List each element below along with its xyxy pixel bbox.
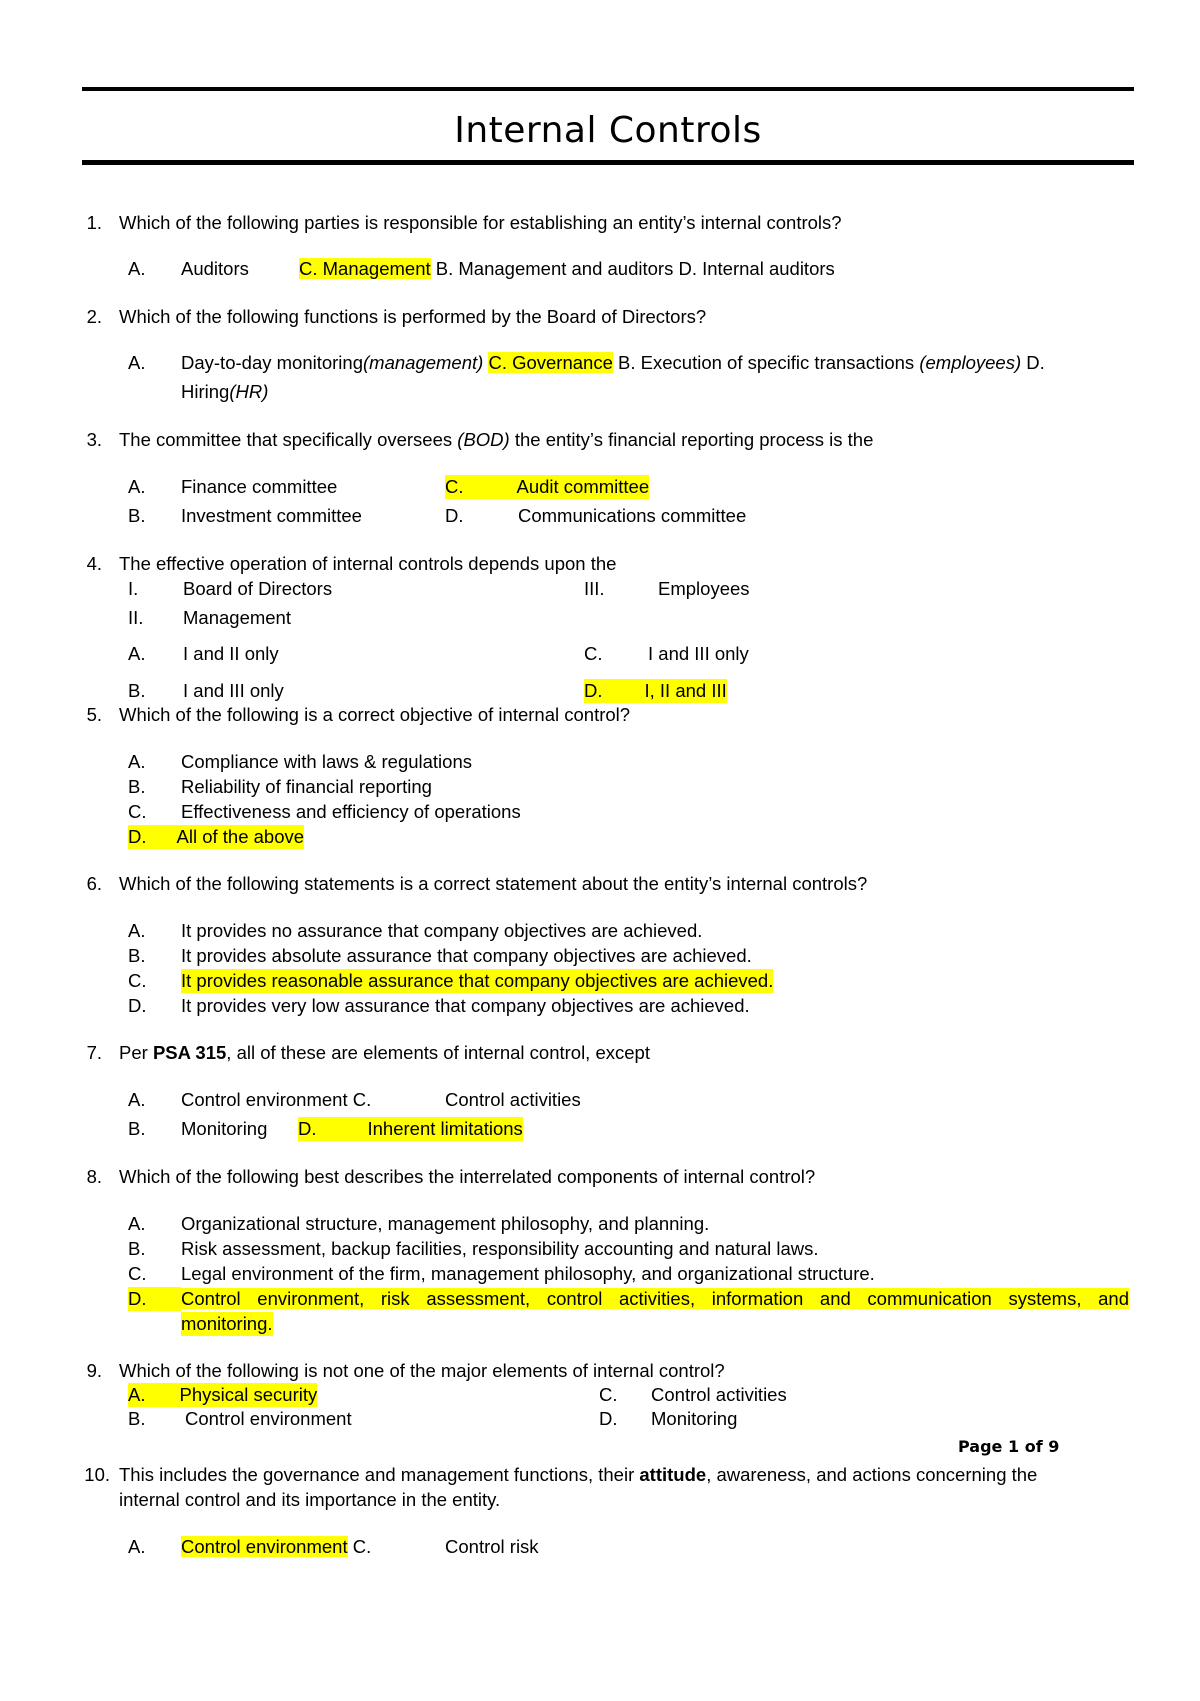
q3-a-letter: A. xyxy=(128,476,146,497)
q7-text-pre: Per xyxy=(119,1042,153,1063)
q2-b-text: B. Execution of specific transactions xyxy=(612,352,920,373)
q6-c-answer: It provides reasonable assurance that company objectives are achieved. xyxy=(181,970,774,991)
page-number xyxy=(958,1437,1059,1456)
q5-a-text: Compliance with laws & regulations xyxy=(181,751,472,772)
q4-iii-num: III. xyxy=(584,578,605,599)
page-of: of xyxy=(1024,1437,1043,1456)
q8-b-text: Risk assessment, backup facilities, responsibility accounting and natural laws. xyxy=(181,1238,819,1259)
q10-text-bold: attitude xyxy=(639,1464,707,1485)
q2-a-paren: (management) xyxy=(363,352,484,373)
page-current: 1 xyxy=(1007,1437,1020,1456)
q8-d-line1-text: Control environment, risk assessment, control activities, information and communication systems, and xyxy=(181,1288,1129,1309)
q4-c-letter: C. xyxy=(584,643,603,664)
q9-b-text: Control environment xyxy=(185,1408,352,1429)
q6-d-letter: D. xyxy=(128,995,147,1016)
q4-ii-num: II. xyxy=(128,607,144,628)
q1-a-letter: A. xyxy=(128,258,146,279)
q1-number: 1. xyxy=(86,212,102,233)
q8-d-letter: D. xyxy=(128,1287,181,1311)
q5-d-letter: D. xyxy=(128,826,147,847)
q5-number: 5. xyxy=(86,704,102,725)
q10-a-letter: A. xyxy=(128,1536,146,1557)
q8-b-letter: B. xyxy=(128,1238,146,1259)
q5-d-text: All of the above xyxy=(176,826,305,847)
q7-d-text: Inherent limitations xyxy=(367,1118,523,1139)
q5-a-letter: A. xyxy=(128,751,146,772)
q4-d-answer xyxy=(584,679,727,703)
q3-c-letter: C. xyxy=(445,476,464,497)
q6-b-text: It provides absolute assurance that company objectives are achieved. xyxy=(181,945,752,966)
q10-text xyxy=(119,1463,1037,1487)
q6-c-letter: C. xyxy=(128,970,147,991)
q4-d-letter: D. xyxy=(584,680,603,701)
q7-a-text: Control environment C. xyxy=(181,1089,372,1110)
top-rule xyxy=(82,87,1134,91)
q7-text xyxy=(119,1041,650,1065)
q7-d-letter: D. xyxy=(298,1118,317,1139)
q10-c-letter: C. xyxy=(347,1536,372,1557)
q2-d-text: D. xyxy=(1021,352,1045,373)
q8-a-text: Organizational structure, management philosophy, and planning. xyxy=(181,1213,710,1234)
q4-a-letter: A. xyxy=(128,643,146,664)
q4-number: 4. xyxy=(86,553,102,574)
page-title: Internal Controls xyxy=(454,110,762,151)
q10-text-line2: internal control and its importance in the entity. xyxy=(119,1489,501,1510)
q2-number: 2. xyxy=(86,306,102,327)
q7-a-letter: A. xyxy=(128,1089,146,1110)
q4-i-text: Board of Directors xyxy=(183,578,333,599)
q9-c-letter: C. xyxy=(599,1384,618,1405)
q5-b-text: Reliability of financial reporting xyxy=(181,776,432,797)
q5-c-letter: C. xyxy=(128,801,147,822)
q4-iii-text: Employees xyxy=(658,578,750,599)
q9-number: 9. xyxy=(86,1360,102,1381)
q10-a-line xyxy=(181,1535,371,1559)
q9-a-letter: A. xyxy=(128,1384,146,1405)
q9-b-letter: B. xyxy=(128,1408,146,1429)
q6-text: Which of the following statements is a correct statement about the entity’s internal controls? xyxy=(119,873,868,894)
q7-b-text: Monitoring xyxy=(181,1118,268,1139)
q5-b-letter: B. xyxy=(128,776,146,797)
q3-d-text: Communications committee xyxy=(518,505,747,526)
q7-d-answer xyxy=(298,1117,523,1141)
q4-text: The effective operation of internal controls depends upon the xyxy=(119,553,617,574)
q8-c-letter: C. xyxy=(128,1263,147,1284)
q6-d-text: It provides very low assurance that company objectives are achieved. xyxy=(181,995,750,1016)
q2-a-letter: A. xyxy=(128,352,146,373)
q4-b-text: I and III only xyxy=(183,680,284,701)
q9-a-text: Physical security xyxy=(179,1384,318,1405)
q4-d-text: I, II and III xyxy=(644,680,727,701)
q3-b-text: Investment committee xyxy=(181,505,362,526)
q8-d-line1 xyxy=(181,1287,1129,1311)
q1-answer-line xyxy=(299,257,835,281)
q7-number: 7. xyxy=(86,1042,102,1063)
q5-d-answer xyxy=(128,825,304,849)
q6-a-text: It provides no assurance that company objectives are achieved. xyxy=(181,920,703,941)
q9-d-letter: D. xyxy=(599,1408,618,1429)
q6-b-letter: B. xyxy=(128,945,146,966)
q10-number: 10. xyxy=(84,1464,110,1485)
q8-d-line2: monitoring. xyxy=(181,1313,273,1334)
q8-c-text: Legal environment of the firm, management philosophy, and organizational structure. xyxy=(181,1263,875,1284)
q3-text xyxy=(119,428,873,452)
q2-option-line2 xyxy=(181,380,268,404)
q6-number: 6. xyxy=(86,873,102,894)
q5-c-text: Effectiveness and efficiency of operations xyxy=(181,801,521,822)
q4-c-text: I and III only xyxy=(648,643,749,664)
q5-text: Which of the following is a correct objective of internal control? xyxy=(119,704,631,725)
q6-a-letter: A. xyxy=(128,920,146,941)
q4-b-letter: B. xyxy=(128,680,146,701)
page-total: 9 xyxy=(1048,1437,1060,1456)
q10-a-answer: Control environment xyxy=(181,1536,348,1557)
q3-c-text: Audit committee xyxy=(516,476,650,497)
q7-c-text: Control activities xyxy=(445,1089,581,1110)
q3-b-letter: B. xyxy=(128,505,146,526)
q7-text-post: , all of these are elements of internal control, except xyxy=(226,1042,650,1063)
q1-rest: B. Management and auditors D. Internal auditors xyxy=(430,258,835,279)
q3-text-paren: (BOD) xyxy=(457,429,510,450)
q4-a-text: I and II only xyxy=(183,643,279,664)
q2-b-paren: (employees) xyxy=(919,352,1022,373)
q9-text: Which of the following is not one of the major elements of internal control? xyxy=(119,1360,725,1381)
q8-number: 8. xyxy=(86,1166,102,1187)
q8-a-letter: A. xyxy=(128,1213,146,1234)
q7-text-bold: PSA 315 xyxy=(152,1042,227,1063)
q3-d-letter: D. xyxy=(445,505,464,526)
q1-options xyxy=(181,257,249,281)
title-underline xyxy=(82,160,1134,165)
q4-i-num: I. xyxy=(128,578,139,599)
q2-a-text: Day-to-day monitoring xyxy=(181,352,363,373)
q2-answer-highlight: C. Governance xyxy=(488,352,613,373)
q9-c-text: Control activities xyxy=(651,1384,787,1405)
page-prefix: Page xyxy=(958,1437,1003,1456)
q1-answer-highlight: C. Management xyxy=(299,258,431,279)
q1-a-text: Auditors xyxy=(181,258,249,279)
q3-text-post: the entity’s financial reporting process is the xyxy=(509,429,874,450)
q3-a-text: Finance committee xyxy=(181,476,338,497)
q10-c-text: Control risk xyxy=(445,1536,539,1557)
q2-text: Which of the following functions is performed by the Board of Directors? xyxy=(119,306,707,327)
q2-hiring-paren: (HR) xyxy=(229,381,269,402)
q7-b-letter: B. xyxy=(128,1118,146,1139)
q2-option-line xyxy=(181,351,1045,375)
q9-a-answer xyxy=(128,1383,317,1407)
q4-ii-text: Management xyxy=(183,607,291,628)
q8-text: Which of the following best describes the interrelated components of internal control? xyxy=(119,1166,816,1187)
q9-d-text: Monitoring xyxy=(651,1408,738,1429)
q1-text: Which of the following parties is responsible for establishing an entity’s internal controls? xyxy=(119,212,842,233)
q3-c-answer xyxy=(445,475,649,499)
q3-number: 3. xyxy=(86,429,102,450)
q3-text-pre: The committee that specifically oversees xyxy=(119,429,458,450)
q10-text-post: , awareness, and actions concerning the xyxy=(706,1464,1038,1485)
q10-text-pre: This includes the governance and management functions, their xyxy=(119,1464,640,1485)
q2-hiring: Hiring xyxy=(181,381,230,402)
